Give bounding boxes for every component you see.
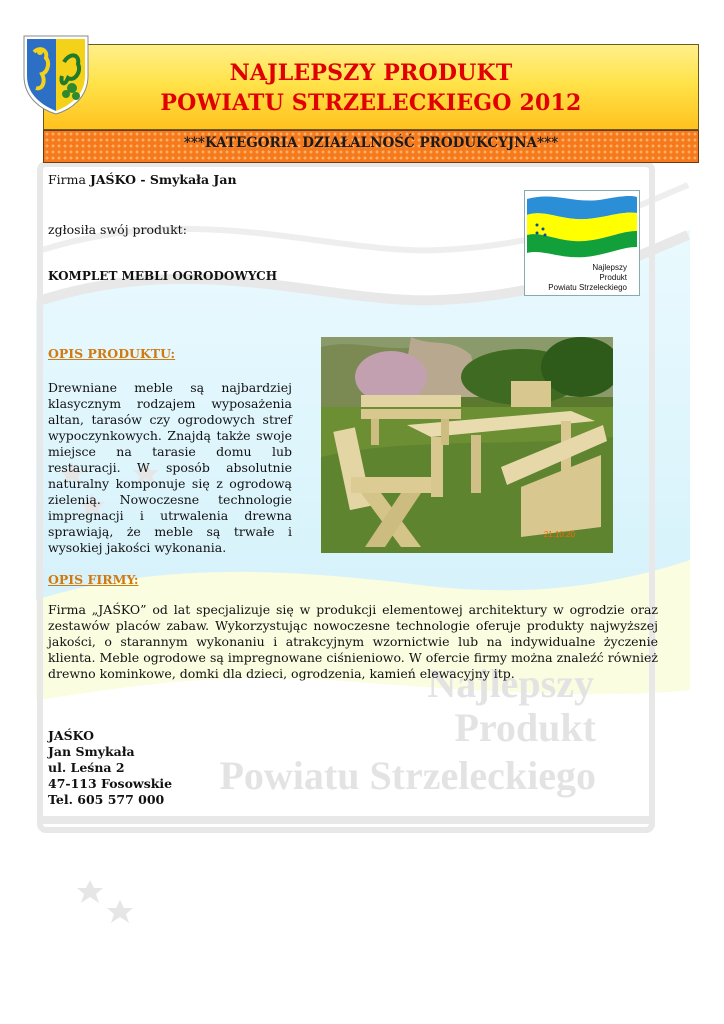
contest-logo [524, 190, 640, 296]
category-label: ***KATEGORIA DZIAŁALNOŚĆ PRODUKCYJNA*** [183, 135, 559, 151]
category-banner [43, 130, 699, 163]
contact-city: 47-113 Fosowskie [48, 776, 173, 791]
logo-text-line-1: Najlepszy [592, 263, 627, 272]
coat-of-arms-icon [20, 32, 92, 116]
page-title [44, 58, 698, 118]
title-line-2: POWIATU STRZELECKIEGO 2012 [160, 90, 582, 116]
wave-flag-icon [525, 191, 639, 261]
product-name: KOMPLET MEBLI OGRODOWYCH [48, 269, 278, 283]
watermark-line-3: Powiatu Strzeleckiego [219, 753, 596, 798]
company-prefix: Firma [48, 172, 90, 187]
watermark-line-1: Najlepszy [427, 661, 594, 706]
product-section-heading: OPIS PRODUKTU: [48, 346, 176, 361]
contact-company: JAŚKO [48, 728, 95, 743]
submitted-text: zgłosiła swój produkt: [48, 222, 187, 237]
contact-block [48, 728, 172, 808]
photo-date-stamp: 21.10.20 [543, 530, 575, 539]
header-banner [43, 44, 699, 130]
product-photo [321, 337, 613, 553]
firm-section-heading: OPIS FIRMY: [48, 572, 139, 587]
company-name: JAŚKO - Smykała Jan [89, 172, 237, 187]
logo-text-line-2: Produkt [599, 273, 627, 282]
logo-text-line-3: Powiatu Strzeleckiego [548, 283, 627, 292]
firm-description: Firma „JAŚKO” od lat specjalizuje się w produkcji elementowej architektury w ogrodzie oraz zestawów placów zabaw. Wykorzystując nowoczesne technologie oferuje produkty najwyższej jakości, o starannym wykonaniu i atrakcyjnym wzornictwie lub na indywidualne życzenie klienta. Meble ogrodowe są impregnowane ciśnieniowo. W ofercie firmy można znaleźć również drewno kominkowe, domki dla dzieci, ogrodzenia, kamień elewacyjny itp. [48, 602, 658, 681]
company-line [48, 172, 237, 188]
contact-street: ul. Leśna 2 [48, 760, 125, 775]
contact-person: Jan Smykała [48, 744, 135, 759]
contact-phone: Tel. 605 577 000 [48, 792, 165, 807]
garden-furniture-image [321, 337, 613, 553]
title-line-1: NAJLEPSZY PRODUKT [229, 60, 513, 86]
product-description: Drewniane meble są najbardziej klasycznym rodzajem wyposażenia altan, tarasów czy ogrodowych stref wypoczynkowych. Znajdą także swoje miejsce na tarasie domu lub restauracji. W sposób absolutnie naturalny komponuje się z ogrodową zielenią. Nowoczesne technologie impregnacji i utrwalenia drewna sprawiają, że meble są trwałe i wysokiej jakości wykonania. [48, 380, 292, 555]
watermark-line-2: Produkt [454, 705, 596, 750]
